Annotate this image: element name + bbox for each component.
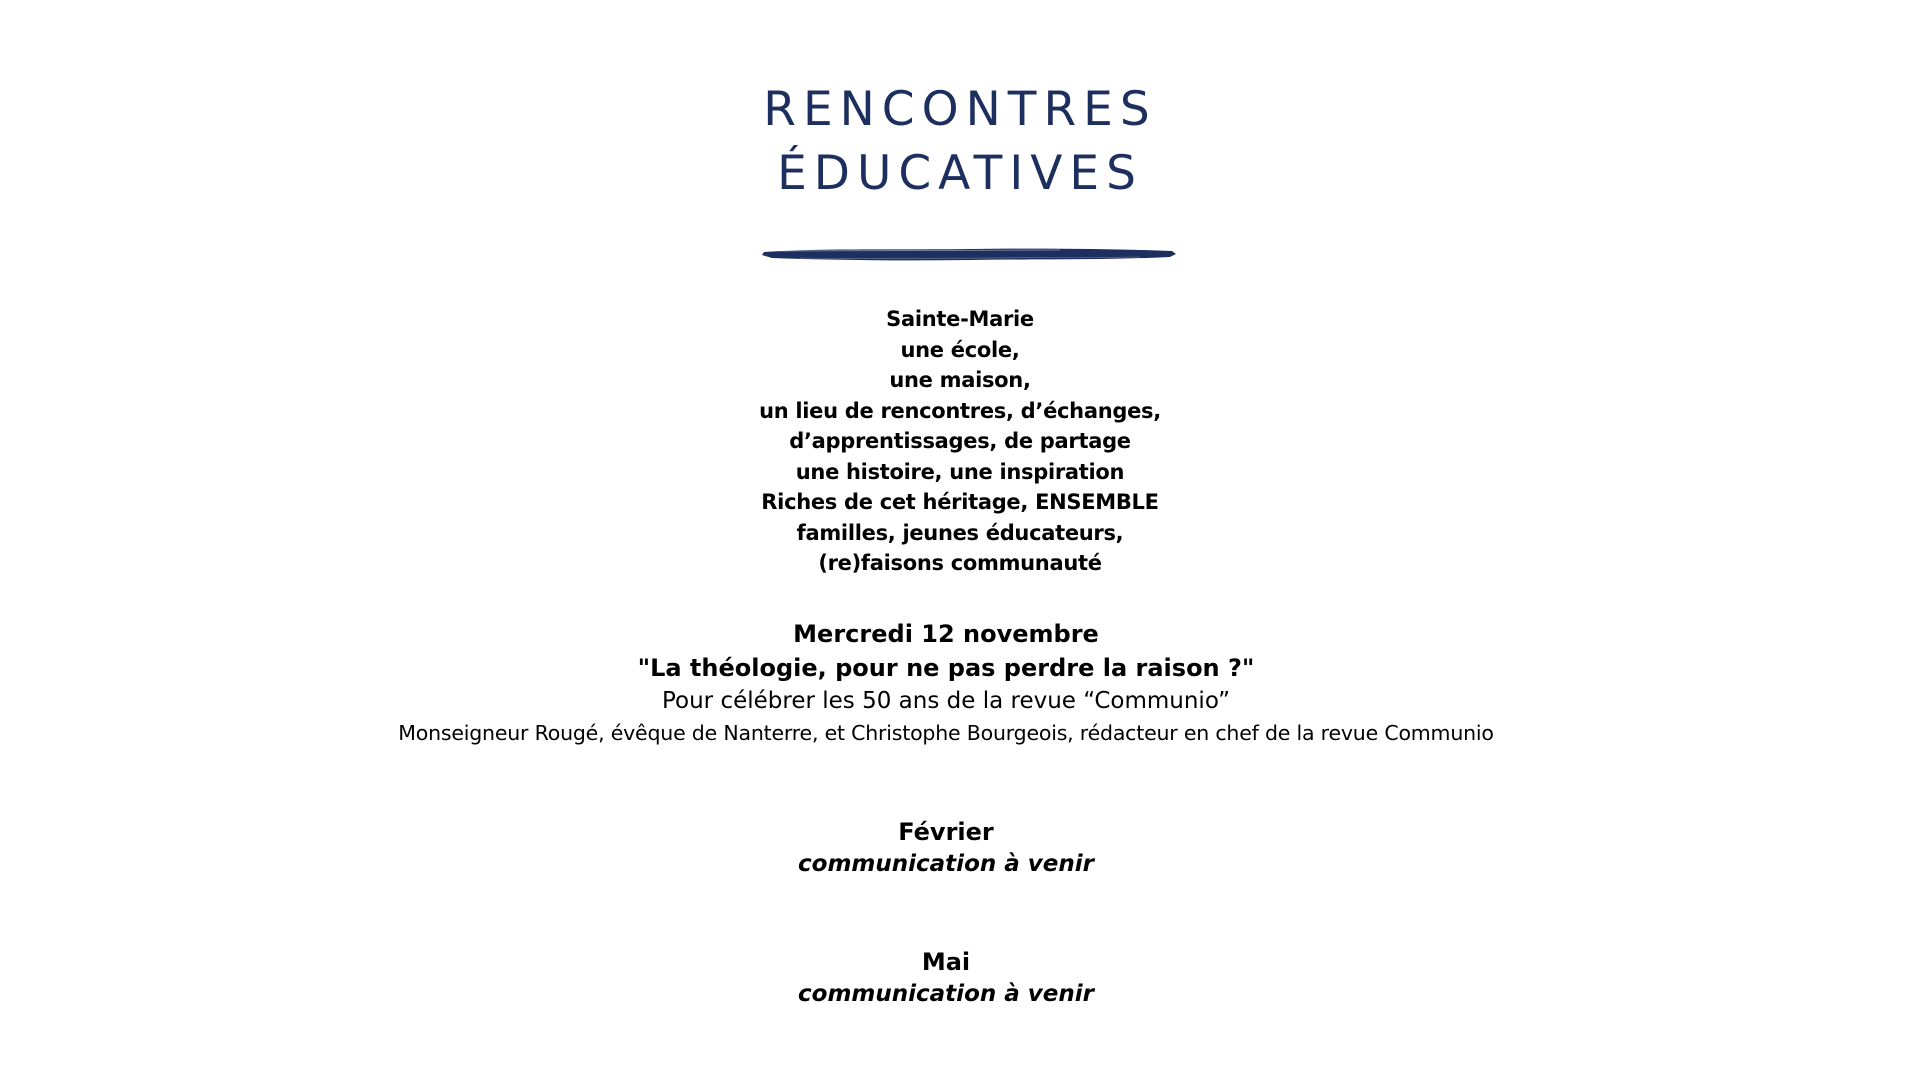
intro-line: une histoire, une inspiration bbox=[795, 459, 1125, 484]
page-title-line-1: RENCONTRES bbox=[763, 82, 1157, 137]
intro-line: d’apprentissages, de partage bbox=[789, 429, 1131, 453]
event-date: Mercredi 12 novembre bbox=[793, 620, 1099, 648]
event-title: "La théologie, pour ne pas perdre la raison ?" bbox=[637, 654, 1255, 682]
upcoming-note: communication à venir bbox=[798, 851, 1094, 877]
event-speakers: Monseigneur Rougé, évêque de Nanterre, et Christophe Bourgeois, rédacteur en chef de la revue Communio bbox=[398, 721, 1494, 745]
intro-text-block bbox=[0, 304, 1920, 579]
upcoming-note: communication à venir bbox=[798, 981, 1094, 1007]
intro-line: une maison, bbox=[889, 368, 1031, 392]
intro-line: Sainte-Marie bbox=[886, 307, 1034, 331]
intro-line: Riches de cet héritage, ENSEMBLE bbox=[761, 490, 1159, 514]
intro-line: un lieu de rencontres, d’échanges, bbox=[759, 398, 1161, 423]
intro-line: (re)faisons communauté bbox=[818, 551, 1102, 575]
upcoming-month: Février bbox=[898, 818, 994, 846]
intro-line: familles, jeunes éducateurs, bbox=[796, 520, 1124, 545]
upcoming-month: Mai bbox=[921, 948, 971, 976]
event-subtitle: Pour célébrer les 50 ans de la revue “Communio” bbox=[661, 688, 1230, 714]
intro-line: une école, bbox=[900, 337, 1020, 362]
page-title-line-2: ÉDUCATIVES bbox=[777, 146, 1143, 201]
brush-stroke-divider bbox=[760, 244, 1180, 268]
